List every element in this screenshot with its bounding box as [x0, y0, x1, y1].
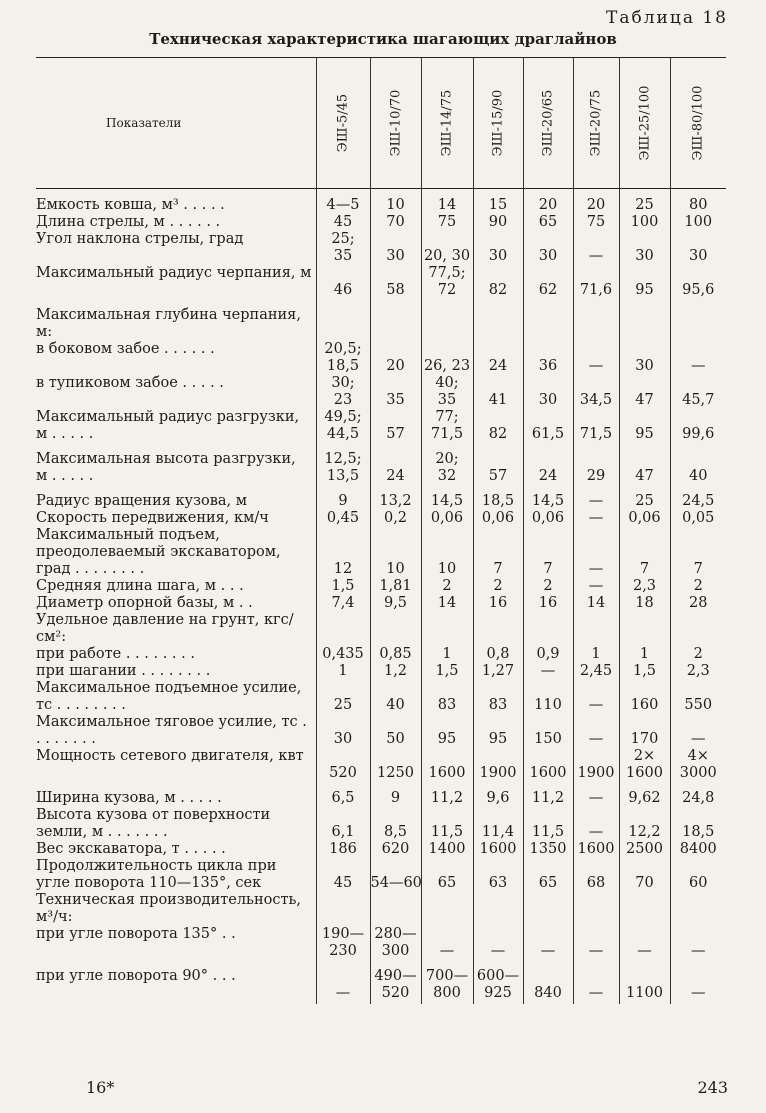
cell-value: 1900 — [473, 748, 523, 782]
cell-value: 0,05 — [670, 510, 726, 527]
cell-value: 14,5 — [421, 485, 473, 510]
cell-value: — — [316, 960, 370, 1004]
cell-value: 20,5; 18,5 — [316, 341, 370, 375]
cell-value: 1,81 — [370, 578, 421, 595]
cell-value: 54—60 — [370, 858, 421, 892]
cell-value — [316, 892, 370, 926]
cell-value: — — [523, 663, 573, 680]
cell-value: 95,6 — [670, 265, 726, 299]
cell-value: — — [573, 485, 619, 510]
row-label: Диаметр опорной базы, м . . — [36, 595, 253, 611]
cell-value: 2500 — [619, 841, 670, 858]
cell-value: 20 — [523, 189, 573, 215]
cell-value: 30; 23 — [316, 375, 370, 409]
table-row — [36, 443, 726, 485]
model-column-header — [523, 58, 573, 189]
cell-value: 620 — [370, 841, 421, 858]
cell-value: 40; 35 — [421, 375, 473, 409]
table-row — [36, 265, 726, 299]
cell-value: 70 — [370, 214, 421, 231]
table-row — [36, 858, 726, 892]
model-column-header — [670, 58, 726, 189]
cell-value: 30 — [370, 231, 421, 265]
table-row — [36, 612, 726, 646]
cell-value: 26, 23 — [421, 341, 473, 375]
model-column-header — [573, 58, 619, 189]
table-row — [36, 807, 726, 841]
model-column-header — [619, 58, 670, 189]
cell-value: 160 — [619, 680, 670, 714]
cell-value — [573, 892, 619, 926]
cell-value: 7 — [473, 527, 523, 578]
cell-value: 14,5 — [523, 485, 573, 510]
signature-mark: 16* — [86, 1078, 115, 1097]
cell-value — [421, 892, 473, 926]
model-name: ЭШ-80/100 — [690, 85, 706, 161]
cell-value: 6,5 — [316, 782, 370, 807]
cell-value: 7 — [523, 527, 573, 578]
cell-value: 30 — [473, 231, 523, 265]
cell-value: 12 — [316, 527, 370, 578]
cell-value: 2× 1600 — [619, 748, 670, 782]
cell-value: 7,4 — [316, 595, 370, 612]
row-label: Техническая производительность, м³/ч: — [36, 892, 301, 925]
table-row — [36, 646, 726, 663]
cell-value: — — [421, 926, 473, 960]
table-row — [36, 595, 726, 612]
model-name: ЭШ-20/75 — [588, 89, 604, 157]
cell-value: 68 — [573, 858, 619, 892]
cell-value — [316, 612, 370, 646]
cell-value: — — [573, 231, 619, 265]
cell-value: 18 — [619, 595, 670, 612]
cell-value: — — [523, 926, 573, 960]
cell-value: 9,62 — [619, 782, 670, 807]
row-label: при угле поворота 90° . . . — [36, 968, 236, 984]
cell-value: 12,5; 13,5 — [316, 443, 370, 485]
cell-value: 25 — [619, 485, 670, 510]
cell-value: 8,5 — [370, 807, 421, 841]
cell-value: 16 — [473, 595, 523, 612]
cell-value: 1100 — [619, 960, 670, 1004]
cell-value: 4—5 — [316, 189, 370, 215]
table-row — [36, 714, 726, 748]
cell-value: 62 — [523, 265, 573, 299]
cell-value: 13,2 — [370, 485, 421, 510]
cell-value: 50 — [370, 714, 421, 748]
cell-value: 65 — [523, 214, 573, 231]
cell-value: 58 — [370, 265, 421, 299]
cell-value: 0,9 — [523, 646, 573, 663]
cell-value: 71,6 — [573, 265, 619, 299]
table-row — [36, 748, 726, 782]
cell-value: 6,1 — [316, 807, 370, 841]
table-row — [36, 578, 726, 595]
cell-value — [473, 299, 523, 341]
row-label: Максимальное подъемное усилие, тс . . . . . . . . — [36, 680, 302, 713]
model-name: ЭШ-15/90 — [490, 89, 506, 157]
cell-value: 100 — [619, 214, 670, 231]
cell-value: 11,2 — [421, 782, 473, 807]
param-column-header: Показатели — [36, 58, 316, 189]
cell-value: 30 — [523, 375, 573, 409]
cell-value: 46 — [316, 265, 370, 299]
cell-value: 11,5 — [421, 807, 473, 841]
cell-value: 1600 — [473, 841, 523, 858]
cell-value: — — [573, 527, 619, 578]
cell-value: 30 — [523, 231, 573, 265]
model-name: ЭШ-20/65 — [540, 89, 556, 157]
cell-value: 11,2 — [523, 782, 573, 807]
cell-value: 15 — [473, 189, 523, 215]
row-label: Ширина кузова, м . . . . . — [36, 790, 222, 806]
row-label: при шагании . . . . . . . . — [36, 663, 211, 679]
row-label: Угол наклона стрелы, град — [36, 231, 244, 247]
cell-value: 63 — [473, 858, 523, 892]
cell-value: 0,06 — [473, 510, 523, 527]
cell-value: 95 — [619, 409, 670, 443]
row-label: Максимальный подъем, преодолеваемый экскаватором, град . . . . . . . . — [36, 527, 281, 577]
cell-value: 2 — [473, 578, 523, 595]
table-row — [36, 960, 726, 1004]
cell-value: 8400 — [670, 841, 726, 858]
cell-value: 1400 — [421, 841, 473, 858]
model-name: ЭШ-25/100 — [637, 85, 652, 161]
cell-value: 36 — [523, 341, 573, 375]
model-name: ЭШ-14/75 — [439, 89, 455, 157]
page-number: 243 — [697, 1078, 728, 1097]
cell-value — [316, 299, 370, 341]
cell-value: 1 — [619, 646, 670, 663]
cell-value: — — [670, 341, 726, 375]
cell-value: 0,06 — [619, 510, 670, 527]
cell-value: 83 — [473, 680, 523, 714]
cell-value: — — [573, 714, 619, 748]
cell-value: 30 — [316, 714, 370, 748]
cell-value: 0,435 — [316, 646, 370, 663]
model-column-header — [473, 58, 523, 189]
cell-value: — — [573, 578, 619, 595]
cell-value: 840 — [523, 960, 573, 1004]
cell-value: 11,5 — [523, 807, 573, 841]
cell-value: — — [473, 926, 523, 960]
table-row — [36, 782, 726, 807]
cell-value: 2,3 — [619, 578, 670, 595]
table-row — [36, 663, 726, 680]
cell-value: 2 — [670, 578, 726, 595]
cell-value — [370, 892, 421, 926]
cell-value: 520 — [316, 748, 370, 782]
cell-value: 95 — [421, 714, 473, 748]
cell-value: 490— 520 — [370, 960, 421, 1004]
cell-value — [473, 892, 523, 926]
cell-value: 40 — [670, 443, 726, 485]
cell-value — [523, 299, 573, 341]
cell-value: 70 — [619, 858, 670, 892]
cell-value: 18,5 — [670, 807, 726, 841]
cell-value: 150 — [523, 714, 573, 748]
cell-value: 14 — [421, 189, 473, 215]
cell-value: 0,06 — [421, 510, 473, 527]
cell-value: 24 — [523, 443, 573, 485]
cell-value: 65 — [523, 858, 573, 892]
cell-value: 14 — [573, 595, 619, 612]
cell-value: 18,5 — [473, 485, 523, 510]
cell-value: 57 — [370, 409, 421, 443]
cell-value: 9,6 — [473, 782, 523, 807]
cell-value: 1,5 — [619, 663, 670, 680]
row-label: Высота кузова от поверхности земли, м . . . . . . . — [36, 807, 271, 840]
cell-value: 11,4 — [473, 807, 523, 841]
cell-value: 61,5 — [523, 409, 573, 443]
cell-value: — — [573, 341, 619, 375]
cell-value: 65 — [421, 858, 473, 892]
table-row — [36, 841, 726, 858]
model-column-header — [316, 58, 370, 189]
cell-value: 600— 925 — [473, 960, 523, 1004]
cell-value: 24 — [473, 341, 523, 375]
model-column-header — [370, 58, 421, 189]
cell-value: 2 — [670, 646, 726, 663]
cell-value — [370, 612, 421, 646]
cell-value: 1600 — [421, 748, 473, 782]
cell-value: 1900 — [573, 748, 619, 782]
cell-value — [619, 612, 670, 646]
cell-value: 29 — [573, 443, 619, 485]
cell-value: 1 — [316, 663, 370, 680]
cell-value: 20 — [573, 189, 619, 215]
cell-value: 28 — [670, 595, 726, 612]
cell-value: 45 — [316, 858, 370, 892]
cell-value: 0,2 — [370, 510, 421, 527]
cell-value: 1350 — [523, 841, 573, 858]
cell-value: 12,2 — [619, 807, 670, 841]
row-label: Емкость ковша, м³ . . . . . — [36, 197, 225, 213]
row-label: Максимальный радиус разгрузки, м . . . . . — [36, 409, 300, 442]
table-row — [36, 299, 726, 341]
cell-value: 80 — [670, 189, 726, 215]
cell-value: 30 — [670, 231, 726, 265]
cell-value: 47 — [619, 443, 670, 485]
row-label: Мощность сетевого двигателя, квт — [36, 748, 304, 764]
cell-value — [370, 299, 421, 341]
cell-value: 24,5 — [670, 485, 726, 510]
cell-value: 95 — [619, 265, 670, 299]
cell-value: — — [573, 807, 619, 841]
cell-value: 99,6 — [670, 409, 726, 443]
cell-value: 25 — [619, 189, 670, 215]
cell-value: 41 — [473, 375, 523, 409]
cell-value: 1,2 — [370, 663, 421, 680]
cell-value: 83 — [421, 680, 473, 714]
row-label: при угле поворота 135° . . — [36, 926, 236, 942]
cell-value: 1600 — [573, 841, 619, 858]
cell-value: 82 — [473, 265, 523, 299]
row-label: в тупиковом забое . . . . . — [36, 375, 224, 391]
cell-value: 57 — [473, 443, 523, 485]
cell-value: — — [573, 782, 619, 807]
table-number: Таблица 18 — [606, 8, 728, 28]
row-label: Длина стрелы, м . . . . . . — [36, 214, 221, 230]
cell-value — [573, 612, 619, 646]
table-row — [36, 341, 726, 375]
cell-value: 1,5 — [421, 663, 473, 680]
cell-value: 1,27 — [473, 663, 523, 680]
cell-value: 20; 32 — [421, 443, 473, 485]
model-name: ЭШ-5/45 — [335, 93, 351, 153]
cell-value: — — [670, 960, 726, 1004]
cell-value: 25 — [316, 680, 370, 714]
cell-value — [421, 299, 473, 341]
cell-value: 1 — [421, 646, 473, 663]
cell-value — [670, 299, 726, 341]
cell-value: — — [573, 926, 619, 960]
cell-value: — — [573, 680, 619, 714]
table-row — [36, 214, 726, 231]
cell-value: 1,5 — [316, 578, 370, 595]
cell-value: — — [619, 926, 670, 960]
model-column-header — [421, 58, 473, 189]
cell-value: — — [670, 714, 726, 748]
cell-value: 20 — [370, 341, 421, 375]
cell-value — [421, 612, 473, 646]
table-row — [36, 926, 726, 960]
cell-value — [523, 892, 573, 926]
cell-value: 20, 30 — [421, 231, 473, 265]
cell-value: — — [573, 510, 619, 527]
cell-value — [523, 612, 573, 646]
cell-value: 82 — [473, 409, 523, 443]
cell-value: 2,3 — [670, 663, 726, 680]
cell-value: 9 — [370, 782, 421, 807]
cell-value: 24,8 — [670, 782, 726, 807]
cell-value: 71,5 — [573, 409, 619, 443]
cell-value: 49,5; 44,5 — [316, 409, 370, 443]
cell-value: 1600 — [523, 748, 573, 782]
cell-value: 35 — [370, 375, 421, 409]
cell-value: 10 — [421, 527, 473, 578]
cell-value — [670, 892, 726, 926]
specs-table — [36, 57, 726, 1004]
row-label: Вес экскаватора, т . . . . . — [36, 841, 226, 857]
cell-value — [670, 612, 726, 646]
cell-value: 10 — [370, 527, 421, 578]
cell-value: 4× 3000 — [670, 748, 726, 782]
row-label: Средняя длина шага, м . . . — [36, 578, 244, 594]
cell-value: 34,5 — [573, 375, 619, 409]
cell-value: 0,85 — [370, 646, 421, 663]
cell-value: 14 — [421, 595, 473, 612]
cell-value: 2 — [421, 578, 473, 595]
table-row — [36, 527, 726, 578]
row-label: Максимальное тяговое усилие, тс . . . . . . . . — [36, 714, 307, 747]
cell-value: 60 — [670, 858, 726, 892]
cell-value: 45,7 — [670, 375, 726, 409]
cell-value: 110 — [523, 680, 573, 714]
cell-value: 30 — [619, 341, 670, 375]
cell-value — [619, 299, 670, 341]
cell-value: 280— 300 — [370, 926, 421, 960]
cell-value: 9 — [316, 485, 370, 510]
cell-value: 7 — [670, 527, 726, 578]
table-body — [36, 189, 726, 1005]
cell-value: 186 — [316, 841, 370, 858]
cell-value: 16 — [523, 595, 573, 612]
cell-value: 40 — [370, 680, 421, 714]
table-header-row — [36, 58, 726, 189]
table-title: Техническая характеристика шагающих драглайнов — [149, 30, 617, 48]
table-row — [36, 510, 726, 527]
table-row — [36, 680, 726, 714]
cell-value: 47 — [619, 375, 670, 409]
cell-value: 30 — [619, 231, 670, 265]
row-label: Удельное давление на грунт, кгс/см²: — [36, 612, 294, 645]
cell-value: 0,8 — [473, 646, 523, 663]
cell-value: 45 — [316, 214, 370, 231]
cell-value: 75 — [421, 214, 473, 231]
cell-value: 9,5 — [370, 595, 421, 612]
row-label: при работе . . . . . . . . — [36, 646, 195, 662]
table-row — [36, 231, 726, 265]
row-label: в боковом забое . . . . . . — [36, 341, 215, 357]
table-row — [36, 892, 726, 926]
cell-value — [573, 299, 619, 341]
cell-value: — — [573, 960, 619, 1004]
cell-value: 25; 35 — [316, 231, 370, 265]
cell-value — [473, 612, 523, 646]
cell-value: 7 — [619, 527, 670, 578]
row-label: Максимальная глубина черпания, м: — [36, 307, 301, 340]
cell-value: 77; 71,5 — [421, 409, 473, 443]
cell-value: 550 — [670, 680, 726, 714]
cell-value: 0,45 — [316, 510, 370, 527]
table-row — [36, 485, 726, 510]
cell-value: 2 — [523, 578, 573, 595]
cell-value: 10 — [370, 189, 421, 215]
cell-value: 1250 — [370, 748, 421, 782]
cell-value: 0,06 — [523, 510, 573, 527]
row-label: Максимальный радиус черпания, м — [36, 265, 312, 281]
cell-value: 1 — [573, 646, 619, 663]
cell-value: 100 — [670, 214, 726, 231]
cell-value — [619, 892, 670, 926]
table-row — [36, 375, 726, 409]
cell-value: 2,45 — [573, 663, 619, 680]
cell-value: 75 — [573, 214, 619, 231]
model-name: ЭШ-10/70 — [388, 89, 403, 157]
row-label: Максимальная высота разгрузки, м . . . . . — [36, 451, 296, 484]
cell-value: 77,5; 72 — [421, 265, 473, 299]
cell-value: 24 — [370, 443, 421, 485]
cell-value: 170 — [619, 714, 670, 748]
cell-value: — — [670, 926, 726, 960]
row-label: Скорость передвижения, км/ч — [36, 510, 269, 526]
table-row — [36, 189, 726, 215]
row-label: Радиус вращения кузова, м — [36, 493, 248, 509]
row-label: Продолжительность цикла при угле поворота 110—135°, сек — [36, 858, 277, 891]
table-row — [36, 409, 726, 443]
cell-value: 700— 800 — [421, 960, 473, 1004]
cell-value: 90 — [473, 214, 523, 231]
cell-value: 190— 230 — [316, 926, 370, 960]
cell-value: 95 — [473, 714, 523, 748]
